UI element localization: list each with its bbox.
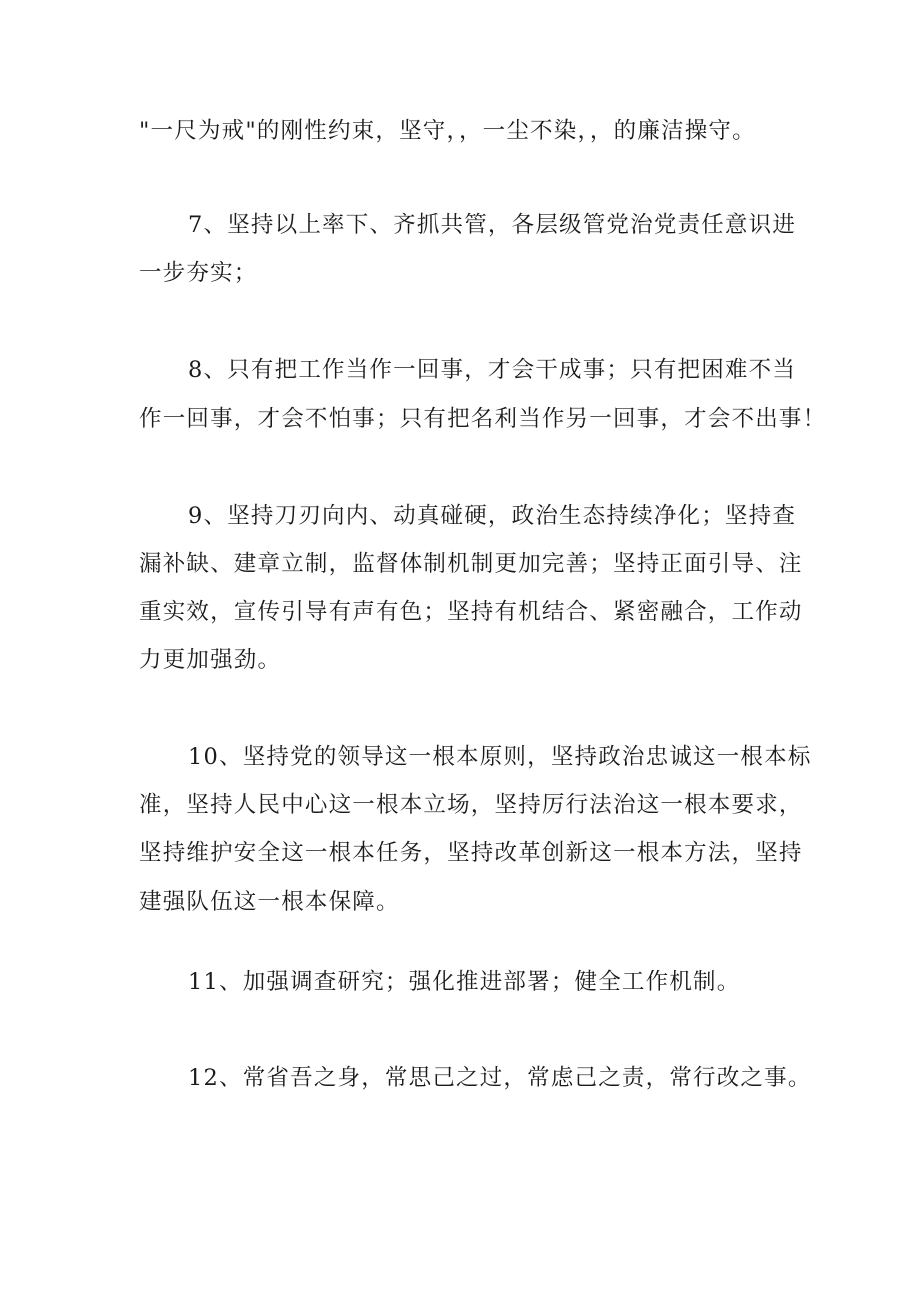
paragraph-line: 10、坚持党的领导这一根本原则，坚持政治忠诚这一根本标 — [188, 744, 812, 770]
paragraph-line: 作一回事，才会不怕事；只有把名利当作另一回事，才会不出事！ — [139, 406, 827, 432]
paragraph-line: 9、坚持刀刃向内、动真碰硬，政治生态持续净化；坚持查 — [188, 503, 797, 529]
paragraph-line: 坚持维护安全这一根本任务，坚持改革创新这一根本方法，坚持 — [139, 840, 803, 866]
paragraph-line: 11、加强调查研究；强化推进部署；健全工作机制。 — [188, 969, 741, 995]
paragraph-line: 8、只有把工作当作一回事，才会干成事；只有把困难不当 — [188, 357, 797, 383]
paragraph-line: 重实效，宣传引导有声有色；坚持有机结合、紧密融合，工作动 — [139, 599, 803, 625]
paragraph-line: 漏补缺、建章立制，监督体制机制更加完善；坚持正面引导、注 — [139, 551, 803, 577]
paragraph-line: 力更加强劲。 — [139, 647, 282, 673]
paragraph-line: 建强队伍这一根本保障。 — [139, 889, 400, 915]
paragraph-line: 准，坚持人民中心这一根本立场，坚持厉行法治这一根本要求， — [139, 792, 803, 818]
paragraph-line: 一步夯实； — [139, 260, 258, 286]
paragraph-line: 12、常省吾之身，常思己之过，常虑己之责，常行改之事。 — [188, 1065, 812, 1091]
paragraph-line: 7、坚持以上率下、齐抓共管，各层级管党治党责任意识进 — [188, 212, 797, 238]
paragraph-line: "一尺为戒"的刚性约束，坚守，，一尘不染，，的廉洁操守。 — [139, 118, 756, 144]
